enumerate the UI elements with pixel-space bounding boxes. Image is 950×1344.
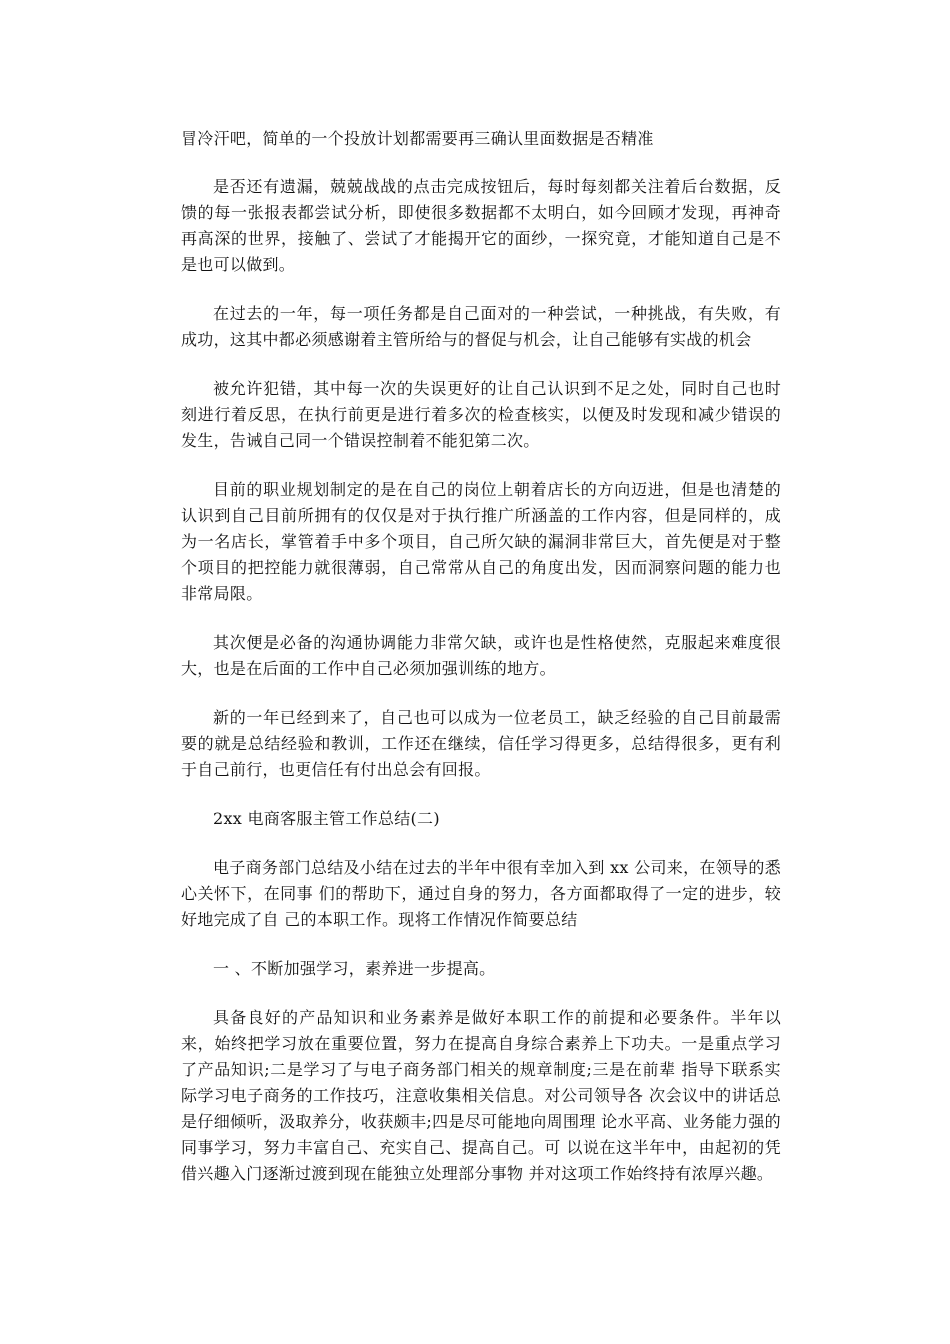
paragraph: 其次便是必备的沟通协调能力非常欠缺，或许也是性格使然，克服起来难度很大，也是在后面的工作中自己必须加强训练的地方。 — [181, 633, 781, 678]
paragraph: 具备良好的产品知识和业务素养是做好本职工作的前提和必要条件。半年以来，始终把学习放在重要位置，努力在提高自身综合素养上下功夫。一是重点学习了产品知识;二是学习了与电子商务部门相关的规章制度;三是在前辈 指导下联系实际学习电子商务的工作技巧，注意收集相关信息。对公司领导各 次会议中的讲话总是仔细倾听，汲取养分，收获颇丰;四是尽可能地向周围理 论水平高、业务能力强的同事学习，努力丰富自己、充实自己、提高自己。可 以说在这半年中，由起初的凭借兴趣入门逐渐过渡到现在能独立处理部分事物 并对这项工作始终持有浓厚兴趣。 — [181, 1008, 781, 1183]
section-heading: 2xx 电商客服主管工作总结(二) — [213, 809, 440, 828]
paragraph: 是否还有遗漏，兢兢战战的点击完成按钮后，每时每刻都关注着后台数据，反馈的每一张报表都尝试分析，即使很多数据都不太明白，如今回顾才发现，再神奇再高深的世界，接触了、尝试了才能揭开它的面纱，一探究竟，才能知道自己是不是也可以做到。 — [181, 177, 781, 274]
subsection-heading: 一 、不断加强学习，素养进一步提高。 — [213, 959, 496, 978]
paragraph: 在过去的一年，每一项任务都是自己面对的一种尝试，一种挑战，有失败，有成功，这其中都必须感谢着主管所给与的督促与机会，让自己能够有实战的机会 — [181, 304, 781, 349]
document-page — [181, 126, 781, 1210]
paragraph: 目前的职业规划制定的是在自己的岗位上朝着店长的方向迈进，但是也清楚的认识到自己目前所拥有的仅仅是对于执行推广所涵盖的工作内容，但是同样的，成为一名店长，掌管着手中多个项目，自己所欠缺的漏洞非常巨大，首先便是对于整个项目的把控能力就很薄弱，自己常常从自己的角度出发，因而洞察问题的能力也非常局限。 — [181, 480, 781, 603]
paragraph: 被允许犯错，其中每一次的失误更好的让自己认识到不足之处，同时自己也时刻进行着反思，在执行前更是进行着多次的检查核实，以便及时发现和减少错误的发生，告诫自己同一个错误控制着不能犯第二次。 — [181, 379, 781, 450]
paragraph: 电子商务部门总结及小结在过去的半年中很有幸加入到 xx 公司来，在领导的悉心关怀下，在同事 们的帮助下，通过自身的努力，各方面都取得了一定的进步，较好地完成了自 己的本职工作。现将工作情况作简要总结 — [181, 858, 781, 929]
paragraph: 新的一年已经到来了，自己也可以成为一位老员工，缺乏经验的自己目前最需要的就是总结经验和教训，工作还在继续，信任学习得更多，总结得很多，更有利于自己前行，也更信任有付出总会有回报。 — [181, 708, 781, 779]
paragraph-continuation: 冒冷汗吧，简单的一个投放计划都需要再三确认里面数据是否精准 — [181, 129, 654, 148]
